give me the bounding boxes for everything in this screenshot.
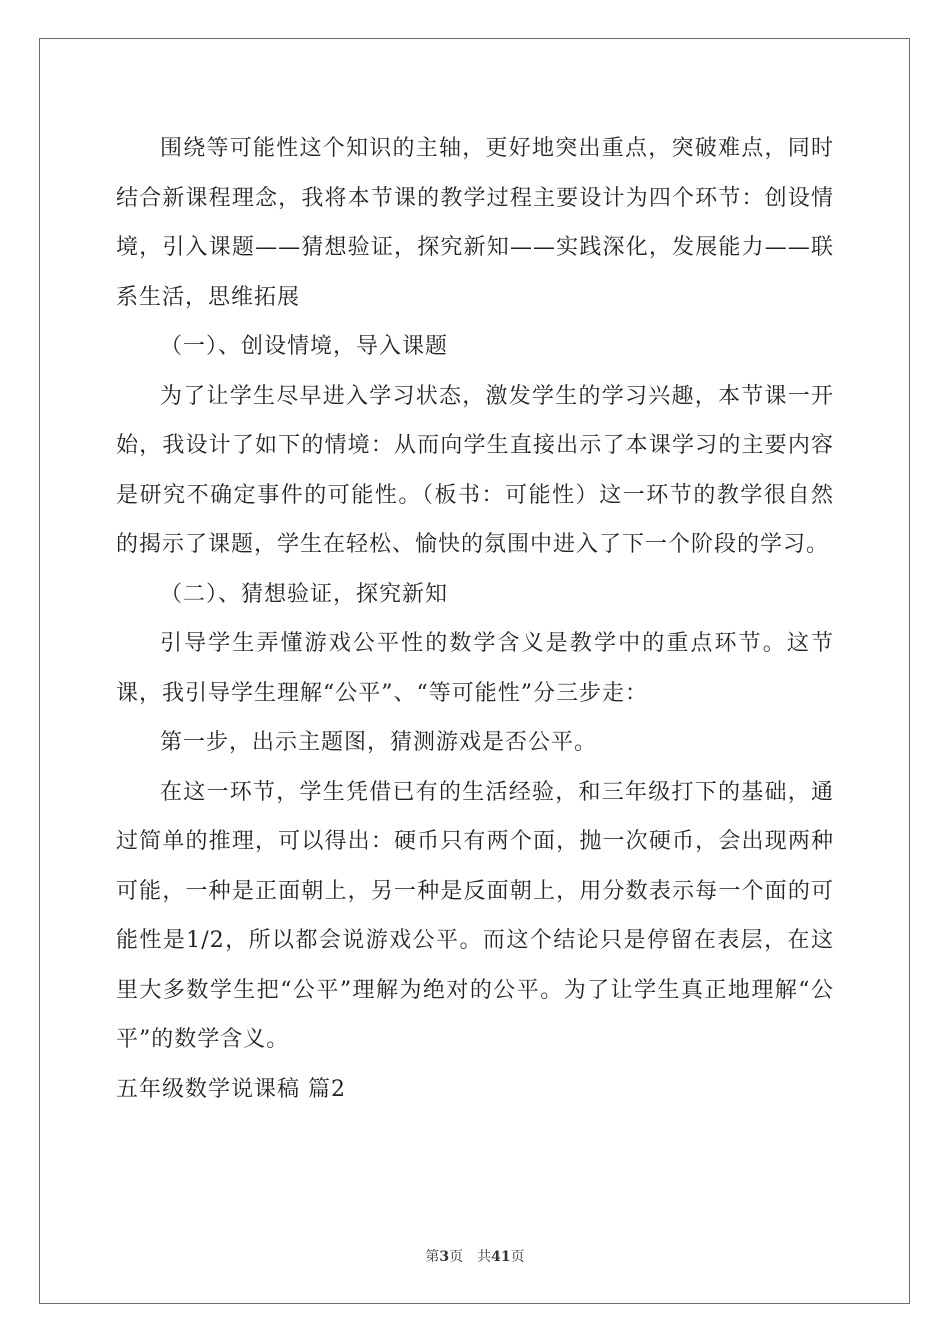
total-unit: 页 bbox=[510, 1249, 525, 1265]
paragraph: 引导学生弄懂游戏公平性的数学含义是教学中的重点环节。这节课，我引导学生理解“公平”、“等可能性”分三步走： bbox=[116, 631, 834, 706]
paragraph: 围绕等可能性这个知识的主轴，更好地突出重点，突破难点，同时结合新课程理念，我将本节课的教学过程主要设计为四个环节：创设情境，引入课题——猜想验证，探究新知——实践深化，发展能力——联系生活，思维拓展 bbox=[116, 136, 834, 310]
current-page-number: 3 bbox=[439, 1249, 450, 1265]
page-unit: 页 bbox=[449, 1249, 464, 1265]
paragraph: 第一步，出示主题图，猜测游戏是否公平。 bbox=[160, 730, 598, 755]
page-footer bbox=[0, 1246, 950, 1266]
paragraph: 在这一环节，学生凭借已有的生活经验，和三年级打下的基础，通过简单的推理，可以得出：硬币只有两个面，抛一次硬币，会出现两种可能，一种是正面朝上，另一种是反面朝上，用分数表示每一个面的可能性是1/2，所以都会说游戏公平。而这个结论只是停留在表层，在这里大多数学生把“公平”理解为绝对的公平。为了让学生真正地理解“公平”的数学含义。 bbox=[116, 779, 834, 1052]
total-page-count: 41 bbox=[491, 1249, 511, 1265]
page-prefix: 第 bbox=[425, 1249, 440, 1265]
total-prefix: 共 bbox=[477, 1249, 492, 1265]
paragraph: 为了让学生尽早进入学习状态，激发学生的学习兴趣，本节课一开始，我设计了如下的情境：从而向学生直接出示了本课学习的主要内容是研究不确定事件的可能性。（板书：可能性）这一环节的教学很自然的揭示了课题，学生在轻松、愉快的氛围中进入了下一个阶段的学习。 bbox=[116, 383, 834, 557]
subheading: （一）、创设情境，导入课题 bbox=[160, 334, 449, 359]
subheading: （二）、猜想验证，探究新知 bbox=[160, 581, 449, 607]
section-title: 五年级数学说课稿 篇2 bbox=[116, 1076, 346, 1102]
document-body bbox=[116, 124, 834, 1114]
